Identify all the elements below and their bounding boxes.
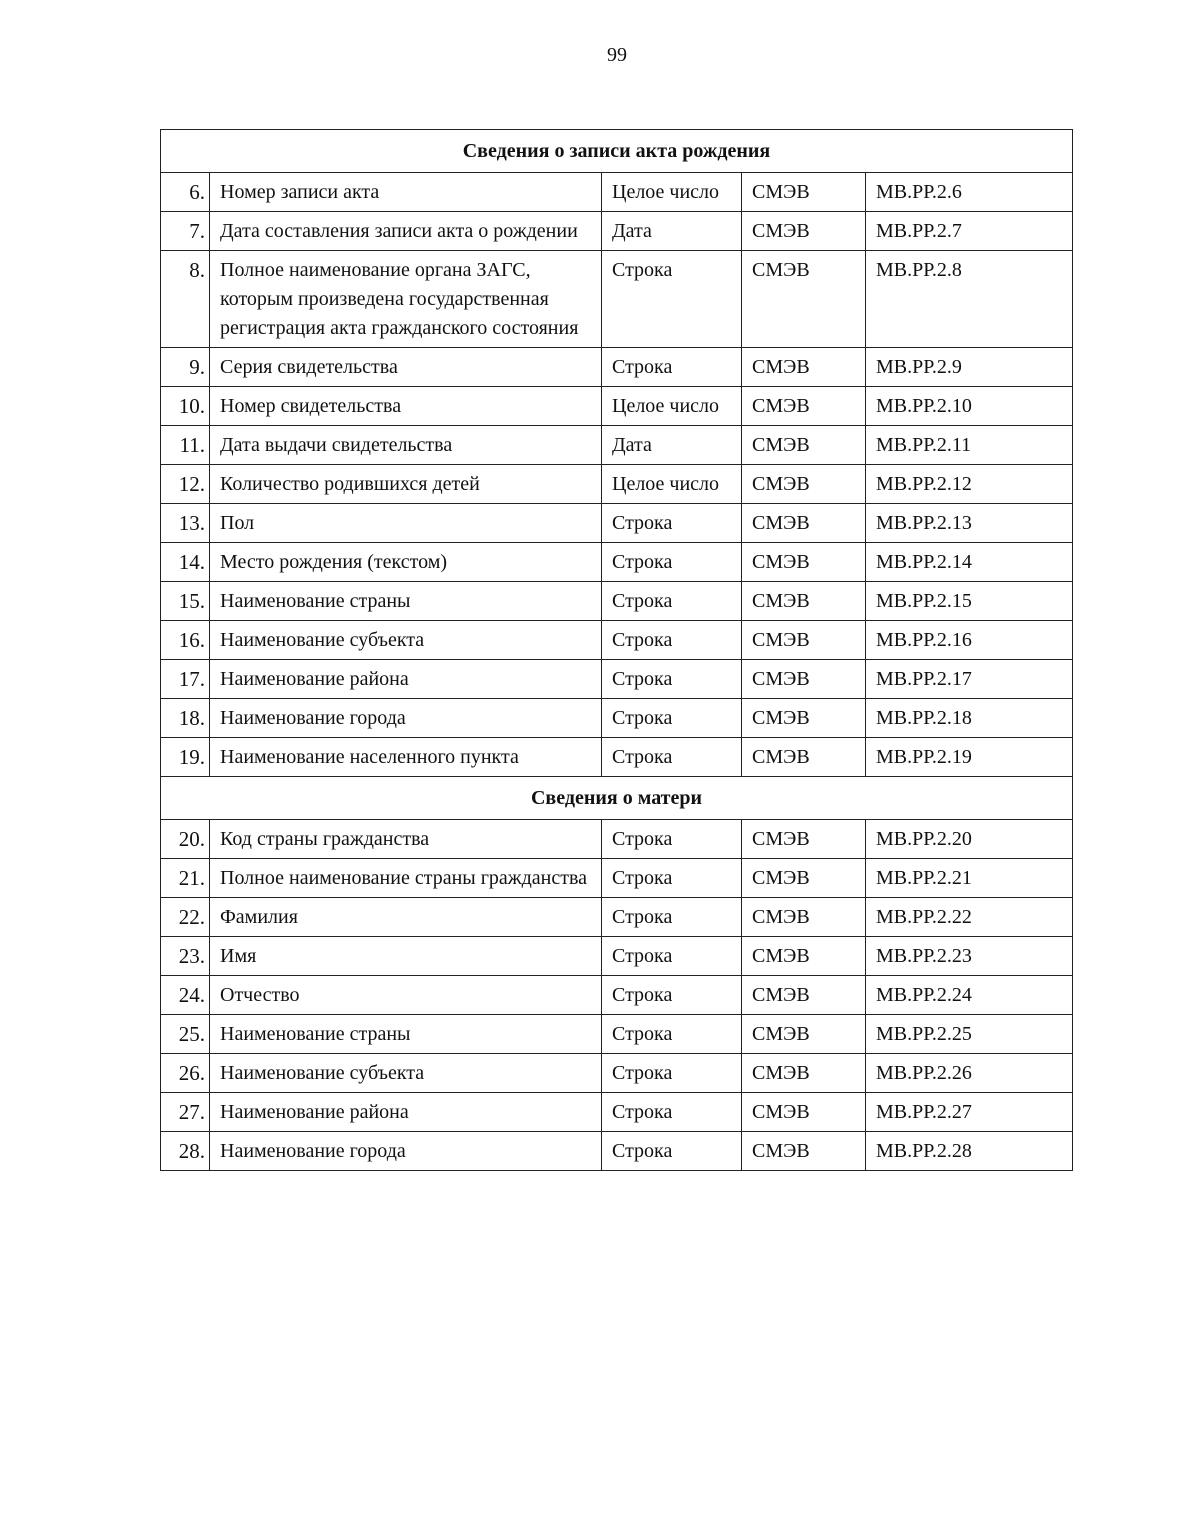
table-row <box>161 387 1073 426</box>
field-source: СМЭВ <box>742 699 866 738</box>
field-type: Строка <box>602 251 742 348</box>
field-name: Имя <box>210 937 602 976</box>
field-type: Строка <box>602 859 742 898</box>
field-name: Количество родившихся детей <box>210 465 602 504</box>
field-type: Дата <box>602 426 742 465</box>
field-code: МВ.РР.2.19 <box>866 738 1073 777</box>
table-row <box>161 738 1073 777</box>
field-code: МВ.РР.2.11 <box>866 426 1073 465</box>
table-row <box>161 1015 1073 1054</box>
field-source: СМЭВ <box>742 738 866 777</box>
field-name: Наименование субъекта <box>210 621 602 660</box>
field-name: Наименование района <box>210 1093 602 1132</box>
field-type: Целое число <box>602 465 742 504</box>
field-type: Строка <box>602 1093 742 1132</box>
field-code: МВ.РР.2.15 <box>866 582 1073 621</box>
field-code: МВ.РР.2.10 <box>866 387 1073 426</box>
field-type: Целое число <box>602 387 742 426</box>
field-type: Строка <box>602 504 742 543</box>
field-source: СМЭВ <box>742 621 866 660</box>
row-number: 26. <box>161 1054 210 1093</box>
field-name: Наименование населенного пункта <box>210 738 602 777</box>
field-source: СМЭВ <box>742 660 866 699</box>
table-row <box>161 348 1073 387</box>
table-row <box>161 937 1073 976</box>
field-code: МВ.РР.2.18 <box>866 699 1073 738</box>
field-name: Номер записи акта <box>210 173 602 212</box>
table-row <box>161 212 1073 251</box>
table-row <box>161 820 1073 859</box>
field-type: Строка <box>602 976 742 1015</box>
field-code: МВ.РР.2.27 <box>866 1093 1073 1132</box>
row-number: 10. <box>161 387 210 426</box>
field-source: СМЭВ <box>742 1054 866 1093</box>
field-code: МВ.РР.2.25 <box>866 1015 1073 1054</box>
field-name: Наименование города <box>210 699 602 738</box>
field-name: Полное наименование органа ЗАГС, которым произведена государственная регистрация акта гражданского состояния <box>210 251 602 348</box>
field-name: Пол <box>210 504 602 543</box>
table-row <box>161 504 1073 543</box>
table-row <box>161 1093 1073 1132</box>
field-name: Наименование страны <box>210 582 602 621</box>
field-source: СМЭВ <box>742 859 866 898</box>
field-source: СМЭВ <box>742 898 866 937</box>
row-number: 9. <box>161 348 210 387</box>
table-row <box>161 465 1073 504</box>
row-number: 20. <box>161 820 210 859</box>
field-name: Наименование субъекта <box>210 1054 602 1093</box>
field-type: Строка <box>602 820 742 859</box>
row-number: 8. <box>161 251 210 348</box>
field-code: МВ.РР.2.12 <box>866 465 1073 504</box>
field-type: Строка <box>602 1015 742 1054</box>
field-type: Строка <box>602 660 742 699</box>
field-code: МВ.РР.2.20 <box>866 820 1073 859</box>
table-row <box>161 621 1073 660</box>
row-number: 18. <box>161 699 210 738</box>
field-type: Строка <box>602 1132 742 1171</box>
field-code: МВ.РР.2.9 <box>866 348 1073 387</box>
section-title: Сведения о матери <box>161 777 1073 820</box>
field-name: Место рождения (текстом) <box>210 543 602 582</box>
field-name: Номер свидетельства <box>210 387 602 426</box>
table-row <box>161 543 1073 582</box>
table-row <box>161 251 1073 348</box>
field-source: СМЭВ <box>742 387 866 426</box>
row-number: 23. <box>161 937 210 976</box>
field-type: Целое число <box>602 173 742 212</box>
row-number: 7. <box>161 212 210 251</box>
field-source: СМЭВ <box>742 251 866 348</box>
table-row <box>161 1054 1073 1093</box>
row-number: 28. <box>161 1132 210 1171</box>
field-name: Отчество <box>210 976 602 1015</box>
page-number: 99 <box>607 44 627 66</box>
field-type: Строка <box>602 621 742 660</box>
field-code: МВ.РР.2.17 <box>866 660 1073 699</box>
field-source: СМЭВ <box>742 543 866 582</box>
field-source: СМЭВ <box>742 426 866 465</box>
field-code: МВ.РР.2.28 <box>866 1132 1073 1171</box>
row-number: 24. <box>161 976 210 1015</box>
field-type: Строка <box>602 699 742 738</box>
table-row <box>161 173 1073 212</box>
section-header-row <box>161 777 1073 820</box>
row-number: 6. <box>161 173 210 212</box>
field-type: Строка <box>602 543 742 582</box>
field-type: Строка <box>602 1054 742 1093</box>
field-name: Наименование города <box>210 1132 602 1171</box>
field-code: МВ.РР.2.26 <box>866 1054 1073 1093</box>
field-name: Полное наименование страны гражданства <box>210 859 602 898</box>
row-number: 19. <box>161 738 210 777</box>
table-row <box>161 1132 1073 1171</box>
field-code: МВ.РР.2.6 <box>866 173 1073 212</box>
field-source: СМЭВ <box>742 173 866 212</box>
field-code: МВ.РР.2.7 <box>866 212 1073 251</box>
row-number: 25. <box>161 1015 210 1054</box>
field-type: Дата <box>602 212 742 251</box>
row-number: 21. <box>161 859 210 898</box>
field-name: Код страны гражданства <box>210 820 602 859</box>
row-number: 12. <box>161 465 210 504</box>
row-number: 13. <box>161 504 210 543</box>
field-name: Дата составления записи акта о рождении <box>210 212 602 251</box>
field-name: Фамилия <box>210 898 602 937</box>
table-row <box>161 699 1073 738</box>
table-row <box>161 976 1073 1015</box>
section-header-row <box>161 130 1073 173</box>
field-code: МВ.РР.2.8 <box>866 251 1073 348</box>
field-type: Строка <box>602 582 742 621</box>
field-name: Наименование страны <box>210 1015 602 1054</box>
row-number: 16. <box>161 621 210 660</box>
field-source: СМЭВ <box>742 1093 866 1132</box>
field-name: Серия свидетельства <box>210 348 602 387</box>
field-code: МВ.РР.2.21 <box>866 859 1073 898</box>
field-name: Наименование района <box>210 660 602 699</box>
field-code: МВ.РР.2.14 <box>866 543 1073 582</box>
table-body <box>161 130 1073 1171</box>
row-number: 14. <box>161 543 210 582</box>
field-source: СМЭВ <box>742 212 866 251</box>
field-code: МВ.РР.2.24 <box>866 976 1073 1015</box>
table-row <box>161 660 1073 699</box>
data-table <box>160 129 1073 1171</box>
field-source: СМЭВ <box>742 976 866 1015</box>
field-source: СМЭВ <box>742 348 866 387</box>
field-type: Строка <box>602 348 742 387</box>
field-source: СМЭВ <box>742 1132 866 1171</box>
table-row <box>161 859 1073 898</box>
field-type: Строка <box>602 937 742 976</box>
table-row <box>161 898 1073 937</box>
field-source: СМЭВ <box>742 504 866 543</box>
field-source: СМЭВ <box>742 582 866 621</box>
table-row <box>161 426 1073 465</box>
row-number: 17. <box>161 660 210 699</box>
field-code: МВ.РР.2.22 <box>866 898 1073 937</box>
field-source: СМЭВ <box>742 937 866 976</box>
field-code: МВ.РР.2.13 <box>866 504 1073 543</box>
field-source: СМЭВ <box>742 1015 866 1054</box>
field-code: МВ.РР.2.23 <box>866 937 1073 976</box>
field-code: МВ.РР.2.16 <box>866 621 1073 660</box>
row-number: 22. <box>161 898 210 937</box>
field-name: Дата выдачи свидетельства <box>210 426 602 465</box>
row-number: 15. <box>161 582 210 621</box>
field-source: СМЭВ <box>742 465 866 504</box>
row-number: 27. <box>161 1093 210 1132</box>
table-row <box>161 582 1073 621</box>
field-type: Строка <box>602 738 742 777</box>
row-number: 11. <box>161 426 210 465</box>
section-title: Сведения о записи акта рождения <box>161 130 1073 173</box>
field-source: СМЭВ <box>742 820 866 859</box>
field-type: Строка <box>602 898 742 937</box>
